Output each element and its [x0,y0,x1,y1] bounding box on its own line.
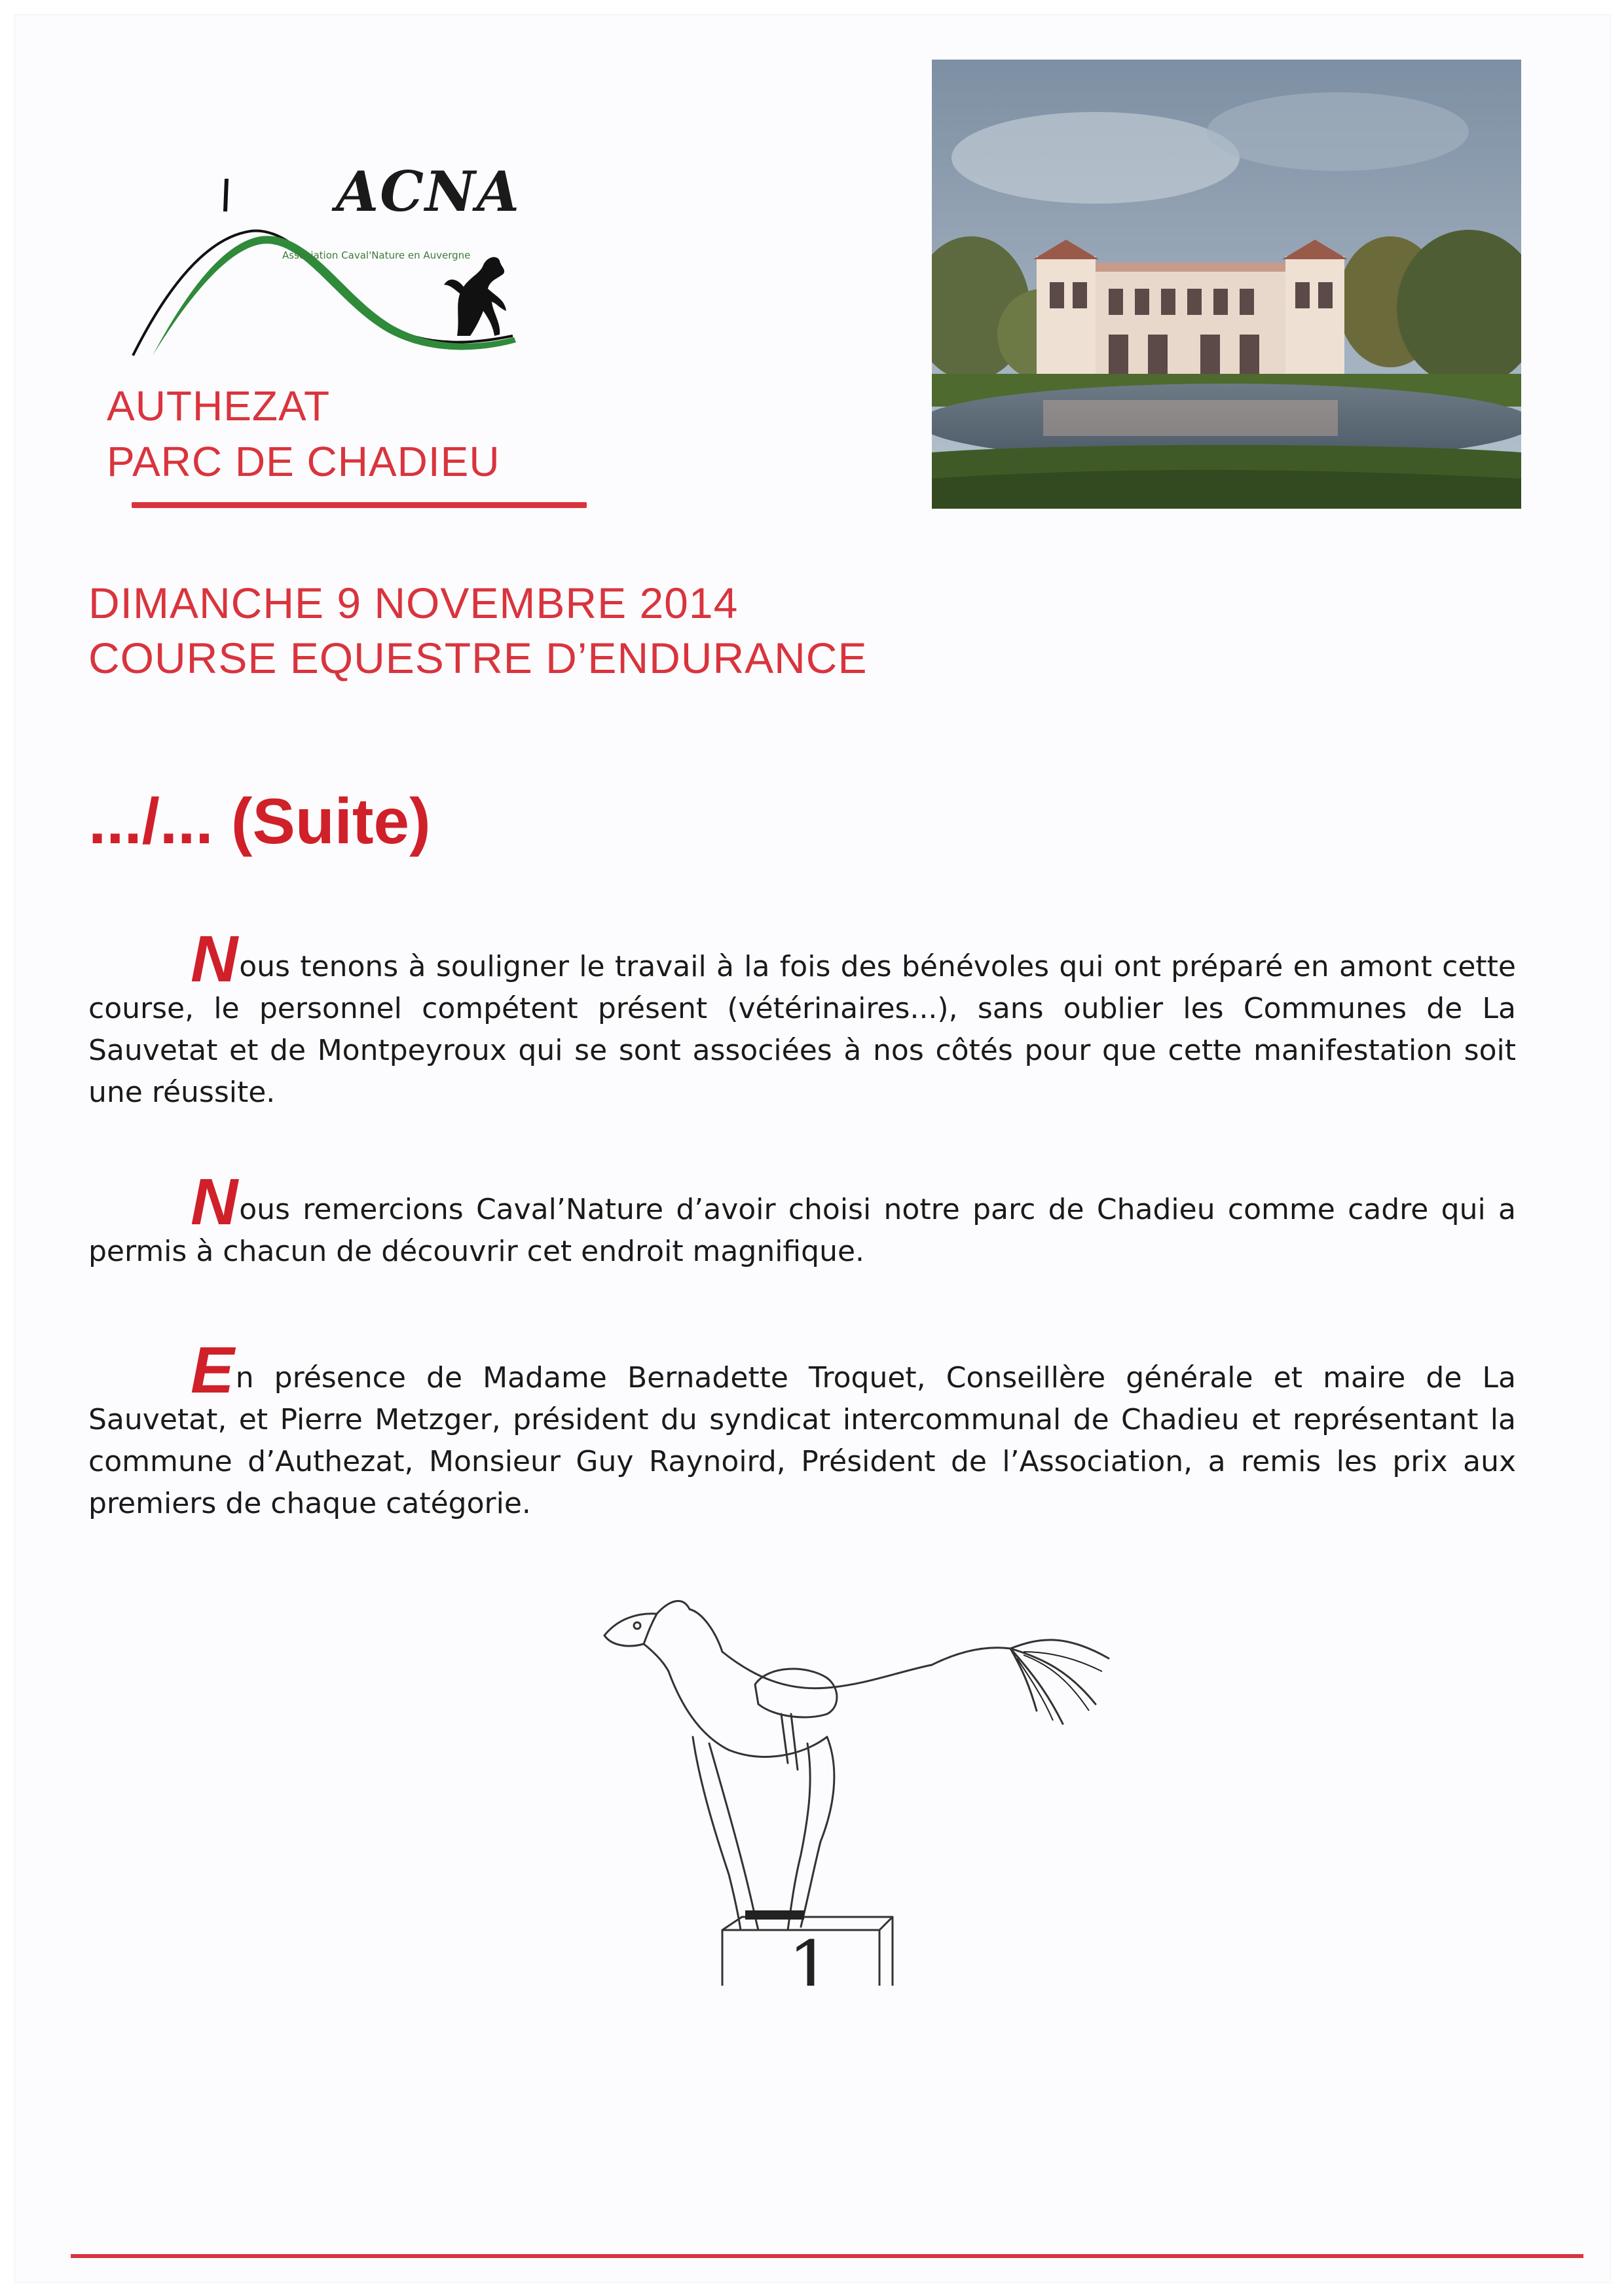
paragraph-text: ous tenons à souligner le travail à la fois des bénévoles qui ont préparé en amont cette course, le personnel compétent présent (vétérinaires...), sans oublier les Communes de La Sauvetat et de Montpeyroux qui se sont associées à nos côtés pour que cette manifestation soit une réussite. [88,950,1516,1109]
paragraph-awards [88,1334,1516,1525]
event-date: DIMANCHE 9 NOVEMBRE 2014 [88,579,739,627]
continuation-heading: .../... (Suite) [88,785,431,857]
chateau-photo [932,60,1521,509]
footer-rule [71,2254,1583,2258]
place-title-underline [132,502,587,508]
paragraph-thanks [88,1165,1516,1273]
event-title: COURSE EQUESTRE D’ENDURANCE [88,634,868,682]
logo-tagline: Association Caval'Nature en Auvergne [282,249,471,261]
paragraph-dropcap: N [191,1165,238,1239]
paragraph-volunteers [88,922,1516,1114]
horse-on-podium-illustration [591,1573,1115,1986]
document-page [14,14,1611,2283]
podium-number: 1 [788,1925,834,1986]
paragraph-dropcap: N [191,922,238,996]
paragraph-text: n présence de Madame Bernadette Troquet, Conseillère générale et maire de La Sauvetat, et Pierre Metzger, président du syndicat intercommunal de Chadieu et représentant la commune d’Authezat, Monsieur Guy Raynoird, Président de l’Association, a remis les prix aux premiers de chaque catégorie. [88,1361,1516,1520]
place-title-line-2: PARC DE CHADIEU [107,438,500,485]
acna-logo [113,139,545,375]
place-title-line-1: AUTHEZAT [107,382,331,429]
paragraph-dropcap: E [191,1334,234,1407]
chateau-photo-image [932,60,1521,509]
paragraph-text: ous remercions Caval’Nature d’avoir choisi notre parc de Chadieu comme cadre qui a permis à chacun de découvrir cet endroit magnifique. [88,1193,1516,1268]
logo-wordmark: ACNA [336,159,521,224]
horse-sketch-icon [591,1573,1115,1986]
